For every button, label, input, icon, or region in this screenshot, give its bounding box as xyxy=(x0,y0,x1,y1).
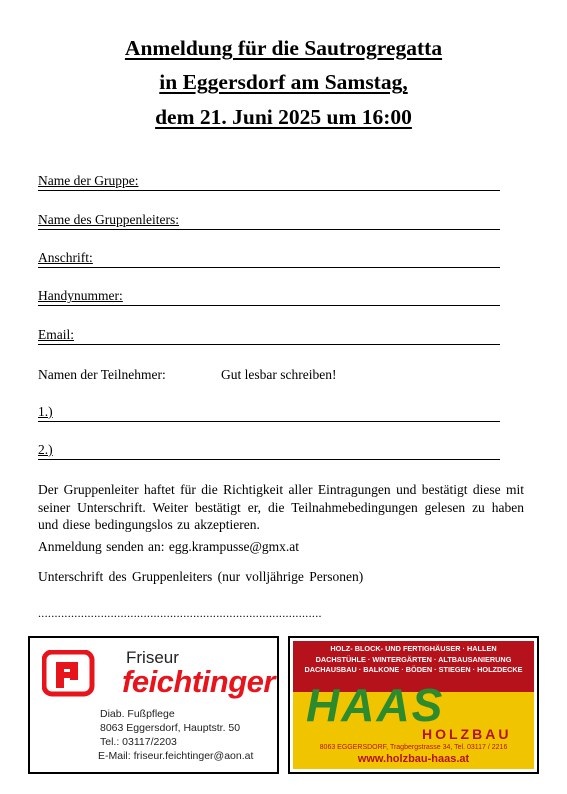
participant-1-label: 1.) xyxy=(38,404,53,419)
address-label: Anschrift: xyxy=(38,250,93,265)
haas-website: www.holzbau-haas.at xyxy=(357,753,470,765)
signature-line[interactable]: ...................................................................................... xyxy=(38,606,322,620)
haas-holzbau-label: HOLZBAU xyxy=(422,726,512,742)
participant-2-field[interactable] xyxy=(38,441,500,460)
friseur-small-label: Friseur xyxy=(126,648,179,667)
feichtinger-logo-icon xyxy=(42,650,98,698)
disclaimer-text: Der Gruppenleiter haftet für die Richtigkeit aller Eintragungen und bestätigt diese mit seiner Unterschrift. Weiter bestätigt er, die Teilnahmebedingungen gelesen zu haben und diese bedingungslos zu akzeptieren. xyxy=(38,482,524,532)
group-name-label: Name der Gruppe: xyxy=(38,173,139,188)
participants-hint: Gut lesbar schreiben! xyxy=(221,367,337,382)
mobile-field[interactable] xyxy=(38,287,500,306)
leader-name-field[interactable] xyxy=(38,211,500,230)
email-label: Email: xyxy=(38,327,74,342)
address-field[interactable] xyxy=(38,249,500,268)
friseur-address: 8063 Eggersdorf, Hauptstr. 50 xyxy=(100,722,241,734)
haas-band-line-3: DACHAUSBAU · BALKONE · BÖDEN · STIEGEN · HOLZDECKE xyxy=(304,665,523,674)
haas-band-line-2: DACHSTÜHLE · WINTERGÄRTEN · ALTBAUSANIERUNG xyxy=(315,654,512,664)
friseur-service: Diab. Fußpflege xyxy=(100,708,175,720)
page-title-line-1: Anmeldung für die Sautrogregatta xyxy=(124,36,443,60)
leader-name-label: Name des Gruppenleiters: xyxy=(38,212,179,227)
haas-logo: HAAS xyxy=(306,679,445,731)
email-field[interactable] xyxy=(38,326,500,345)
friseur-phone: Tel.: 03117/2203 xyxy=(100,736,177,748)
participant-1-field[interactable] xyxy=(38,403,500,422)
participant-2-label: 2.) xyxy=(38,442,53,457)
participants-label: Namen der Teilnehmer: xyxy=(38,367,166,382)
haas-address: 8063 EGGERSDORF, Tragbergstrasse 34, Tel. 03117 / 2216 xyxy=(319,744,508,751)
haas-band-line-1: HOLZ- BLOCK- UND FERTIGHÄUSER · HALLEN xyxy=(330,644,497,653)
mobile-label: Handynummer: xyxy=(38,288,123,303)
page-title-line-2: in Eggersdorf am Samstag, xyxy=(159,70,408,94)
page-title-line-3: dem 21. Juni 2025 um 16:00 xyxy=(155,105,412,129)
haas-holzbau-ad xyxy=(288,636,539,774)
friseur-feichtinger-ad xyxy=(28,636,279,774)
signature-label: Unterschrift des Gruppenleiters (nur volljährige Personen) xyxy=(38,569,364,584)
group-name-field[interactable] xyxy=(38,172,500,191)
friseur-email: E-Mail: friseur.feichtinger@aon.at xyxy=(98,750,254,762)
send-to-text: Anmeldung senden an: egg.krampusse@gmx.at xyxy=(38,539,300,554)
friseur-brand-name: feichtinger xyxy=(122,664,275,699)
